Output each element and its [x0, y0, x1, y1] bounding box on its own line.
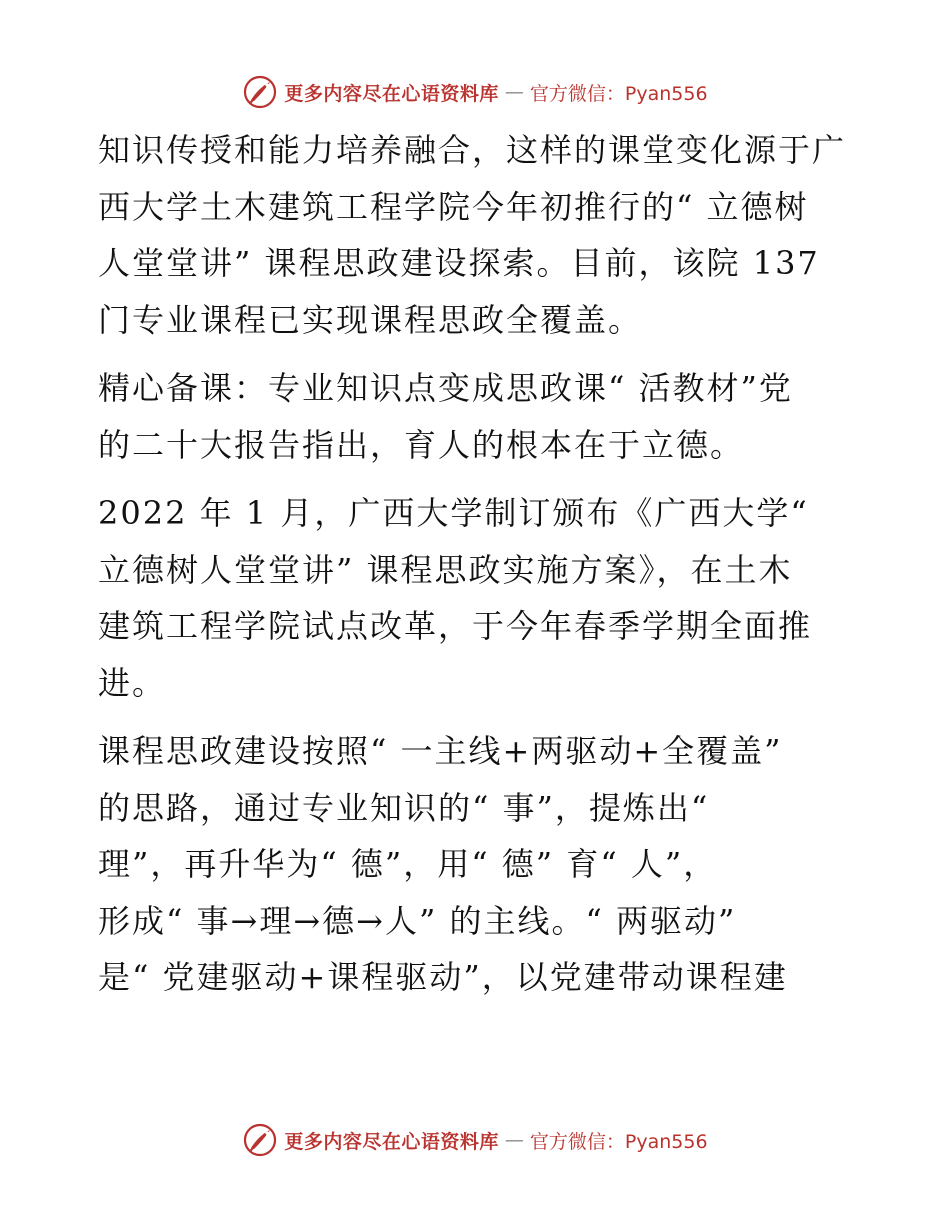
- paragraph-4: [98, 723, 843, 1006]
- watermark-text: 更多内容尽在心语资料库: [284, 1130, 499, 1153]
- watermark-dash: —: [504, 1129, 524, 1151]
- text-line: 的二十大报告指出，育人的根本在于立德。: [98, 425, 745, 464]
- text-line: 2022 年 1 月，广西大学制订颁布《广西大学“: [98, 494, 809, 532]
- text-line: 是“ 党建驱动+课程驱动”，以党建带动课程建: [98, 958, 788, 996]
- text-line: 立德树人堂堂讲” 课程思政实施方案》，在土木: [98, 550, 793, 589]
- paragraph-2: [98, 360, 843, 473]
- footer-watermark: [0, 1118, 950, 1162]
- watermark-text: 更多内容尽在心语资料库: [284, 82, 499, 105]
- paragraph-1: [98, 122, 847, 348]
- quill-pen-circle-logo-icon: [242, 74, 278, 110]
- text-line: 进。: [98, 663, 167, 702]
- text-line: 形成“ 事→理→德→人” 的主线。“ 两驱动”: [98, 901, 737, 940]
- text-line: 人堂堂讲” 课程思政建设探索。目前，该院 137: [98, 244, 820, 282]
- text-line: 门专业课程已实现课程思政全覆盖。: [98, 300, 643, 339]
- watermark-official-wechat: 官方微信：Pyan556: [529, 82, 708, 105]
- text-line: 知识传授和能力培养融合，这样的课堂变化源于广: [98, 131, 847, 169]
- quill-pen-circle-logo-icon: [242, 1122, 278, 1158]
- watermark-official-wechat: 官方微信：Pyan556: [529, 1130, 708, 1153]
- text-line: 西大学土木建筑工程学院今年初推行的“ 立德树: [98, 187, 809, 226]
- text-line: 理”，再升华为“ 德”，用“ 德” 育“ 人”，: [98, 845, 718, 883]
- paragraph-3: [98, 485, 843, 711]
- text-line: 建筑工程学院试点改革，于今年春季学期全面推: [98, 607, 813, 645]
- text-line: 课程思政建设按照“ 一主线+两驱动+全覆盖”: [98, 732, 783, 770]
- text-line: 的思路，通过专业知识的“ 事”，提炼出“: [98, 788, 710, 827]
- header-watermark: [0, 70, 950, 114]
- watermark-dash: —: [504, 81, 524, 103]
- document-body: [98, 122, 847, 1018]
- text-line: 精心备课：专业知识点变成思政课“ 活教材”党: [98, 369, 793, 407]
